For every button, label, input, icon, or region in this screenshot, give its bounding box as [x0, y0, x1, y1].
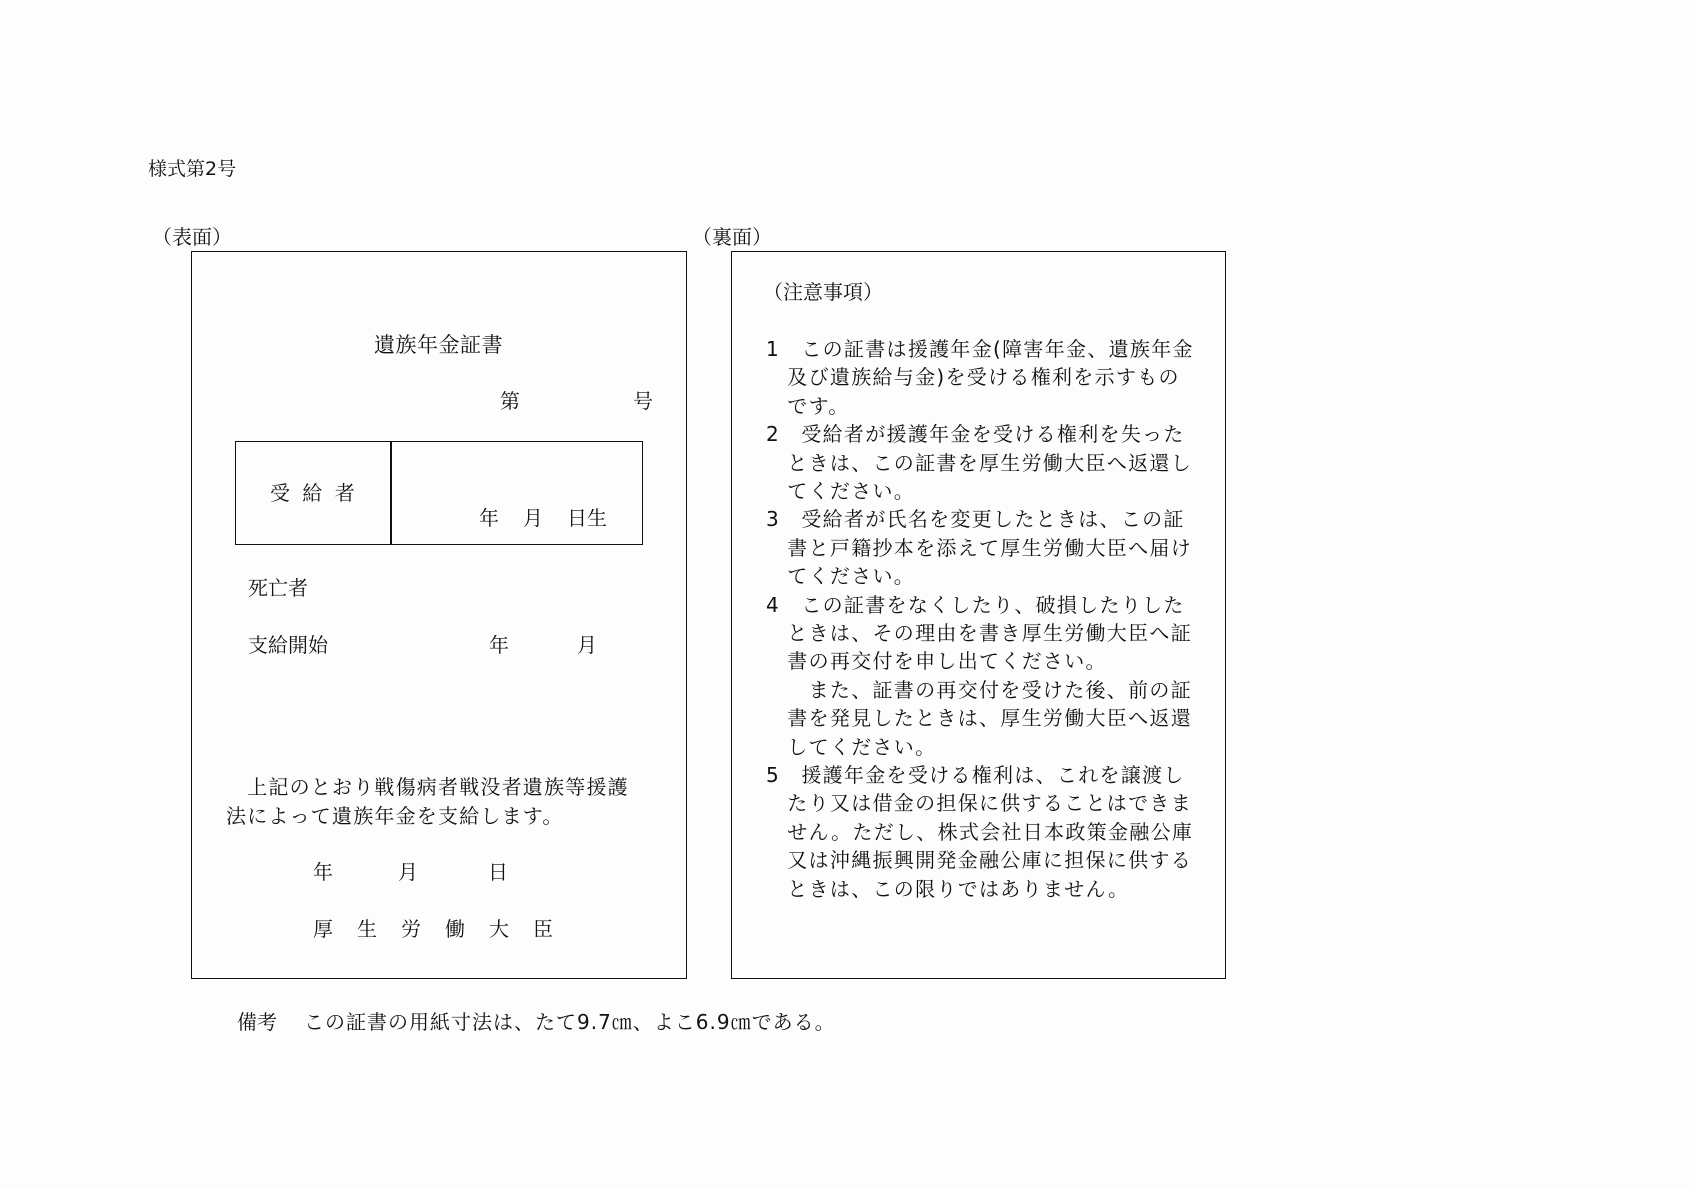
certificate-title: 遺族年金証書 [374, 333, 503, 357]
notes-line: 書と戸籍抄本を添えて厚生労働大臣へ届け [766, 535, 1192, 560]
certificate-number-suffix: 号 [633, 389, 653, 413]
notes-list [766, 339, 1206, 919]
recipient-label: 受 給 者 [270, 481, 355, 505]
notes-line: ときは、この証書を厚生労働大臣へ返還し [766, 450, 1192, 475]
issuer-name [313, 919, 553, 939]
notes-line: 4 この証書をなくしたり、破損したりした [766, 592, 1185, 617]
payment-start-label: 支給開始 [248, 633, 328, 657]
notes-line: です。 [766, 393, 850, 418]
notes-line: てください。 [766, 479, 916, 503]
statement-line-2: 法によって遺族年金を支給します。 [226, 804, 564, 828]
birth-month-label: 月 [523, 506, 543, 530]
notes-line: 1 この証書は援護年金(障害年金、遺族年金 [766, 337, 1194, 361]
issue-month-label: 月 [398, 860, 418, 884]
notes-line: たり又は借金の担保に供することはできま [766, 791, 1192, 816]
certificate-number-prefix: 第 [500, 389, 520, 413]
recipient-table-divider [390, 442, 392, 544]
issuer-char: 働 [445, 917, 465, 941]
birth-day-label: 日生 [567, 506, 607, 530]
notes-line: てください。 [766, 564, 916, 589]
issuer-char: 労 [401, 917, 421, 941]
front-certificate-panel [191, 251, 687, 979]
issuer-char: 生 [357, 917, 377, 941]
payment-start-year-label: 年 [489, 633, 509, 657]
form-number: 様式第2号 [148, 158, 237, 180]
notes-line: 5 援護年金を受ける権利は、これを譲渡し [766, 763, 1185, 787]
remarks-text: この証書の用紙寸法は、たて9.7㎝、よこ6.9㎝である。 [304, 1010, 836, 1034]
notes-line: してください。 [766, 734, 937, 759]
issue-day-label: 日 [488, 860, 508, 884]
issuer-char: 厚 [313, 917, 333, 941]
deceased-label: 死亡者 [248, 576, 308, 600]
notes-heading: （注意事項） [763, 280, 883, 304]
birth-year-label: 年 [479, 506, 499, 530]
back-side-label: （裏面） [692, 225, 772, 249]
front-side-label: （表面） [152, 225, 232, 249]
statement-line-1: 上記のとおり戦傷病者戦没者遺族等援護 [226, 775, 629, 799]
notes-line: 又は沖縄振興開発金融公庫に担保に供する [766, 848, 1192, 873]
issuer-char: 大 [489, 917, 509, 941]
issue-year-label: 年 [313, 860, 333, 884]
notes-line: 2 受給者が援護年金を受ける権利を失った [766, 422, 1185, 447]
notes-line: 及び遺族給与金)を受ける権利を示すもの [766, 365, 1180, 390]
notes-line: 3 受給者が氏名を変更したときは、この証 [766, 507, 1185, 532]
notes-line: 書の再交付を申し出てください。 [766, 649, 1107, 674]
payment-start-month-label: 月 [577, 633, 597, 657]
notes-line: ときは、その理由を書き厚生労働大臣へ証 [766, 621, 1192, 645]
remarks-label: 備考 [237, 1010, 277, 1034]
issuer-char: 臣 [533, 917, 553, 941]
notes-line: また、証書の再交付を受けた後、前の証 [766, 677, 1192, 702]
notes-line: せん。ただし、株式会社日本政策金融公庫 [766, 819, 1194, 844]
notes-line: ときは、この限りではありません。 [766, 876, 1130, 901]
notes-line: 書を発見したときは、厚生労働大臣へ返還 [766, 706, 1192, 731]
